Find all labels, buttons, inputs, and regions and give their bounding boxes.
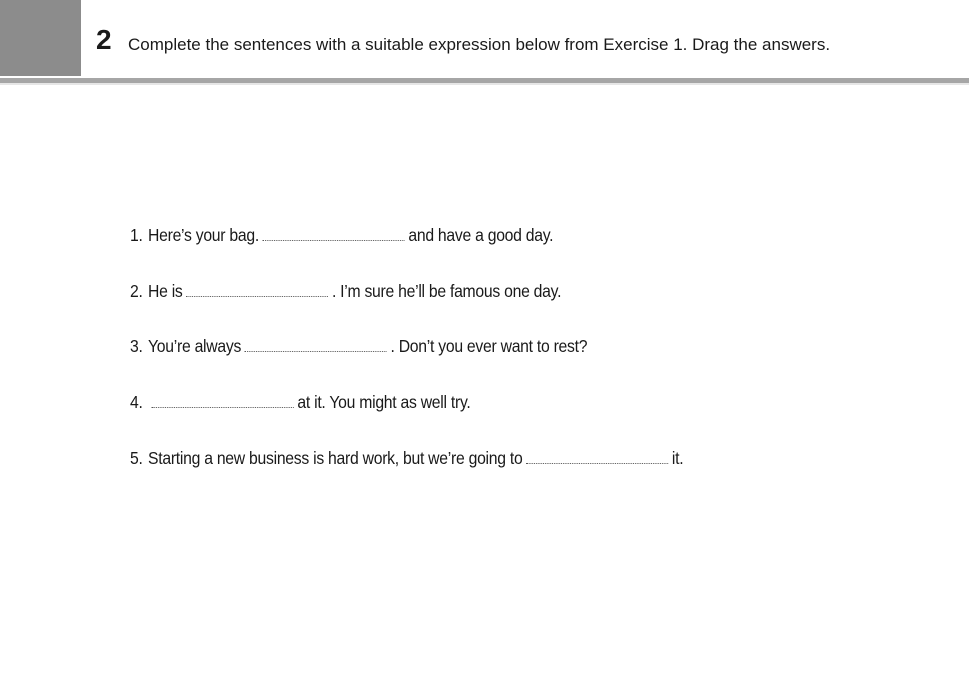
- sentence-number: 1.: [130, 225, 143, 245]
- sentence-text-after: . I’m sure he’ll be famous one day.: [331, 280, 562, 301]
- sentence-number: 5.: [130, 447, 143, 468]
- header-color-block: [0, 0, 81, 76]
- sentence-text-after: and have a good day.: [408, 225, 554, 245]
- sentence-text-after: it.: [671, 447, 684, 468]
- sentence-item-2: [130, 279, 683, 335]
- sentence-item-3: [130, 334, 683, 390]
- exercise-header: [0, 0, 969, 80]
- answer-drop-zone-4[interactable]: [152, 395, 294, 408]
- answer-drop-zone-5[interactable]: [526, 451, 668, 464]
- sentence-number: 4.: [130, 392, 143, 413]
- sentence-text-before: You’re always: [148, 336, 242, 357]
- sentence-text-after: . Don’t you ever want to rest?: [390, 336, 588, 357]
- answer-drop-zone-2[interactable]: [186, 284, 328, 297]
- sentence-number: 3.: [130, 336, 143, 357]
- sentence-item-1: [130, 223, 683, 279]
- sentence-item-5: [130, 446, 683, 502]
- sentence-list: [130, 223, 745, 501]
- sentence-number: 2.: [130, 280, 143, 301]
- exercise-instruction: Complete the sentences with a suitable expression below from Exercise 1. Drag the answers.: [128, 35, 831, 54]
- sentence-text-before: Here’s your bag.: [148, 225, 259, 245]
- sentence-item-4: [130, 390, 683, 446]
- header-divider-shadow: [0, 83, 969, 85]
- sentence-text-after: at it. You might as well try.: [297, 392, 471, 413]
- sentence-text-before: Starting a new business is hard work, but we’re going to: [148, 447, 523, 468]
- answer-drop-zone-3[interactable]: [245, 339, 387, 352]
- exercise-number: 2: [96, 24, 112, 55]
- sentence-text-before: He is: [148, 280, 183, 301]
- answer-drop-zone-1[interactable]: [263, 228, 405, 241]
